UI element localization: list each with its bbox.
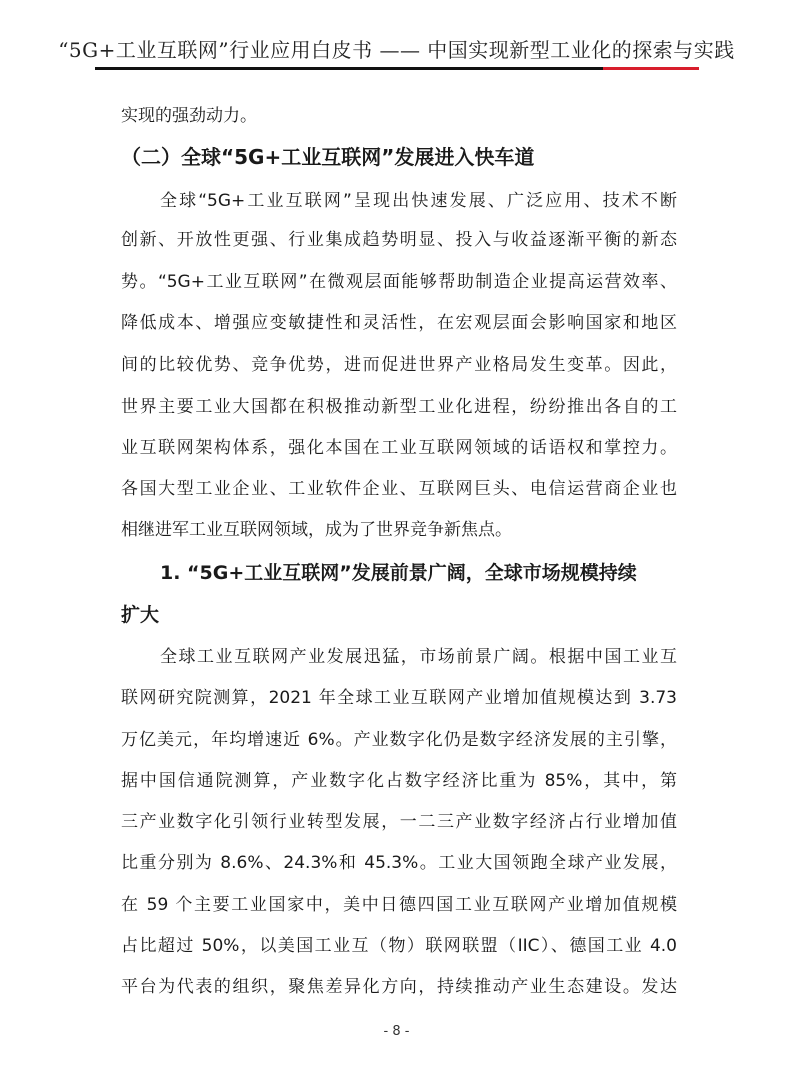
- paragraph-line: 联网研究院测算，2021 年全球工业互联网产业增加值规模达到 3.73: [121, 688, 677, 708]
- paragraph-line: 降低成本、增强应变敏捷性和灵活性，在宏观层面会影响国家和地区: [121, 313, 677, 333]
- subheading-line: 1. “5G+工业互联网”发展前景广阔，全球市场规模持续: [160, 562, 637, 584]
- page-number: - 8 -: [383, 1024, 410, 1039]
- paragraph-line: 各国大型工业企业、工业软件企业、互联网巨头、电信运营商企业也: [121, 479, 677, 499]
- header-rule-black: [95, 67, 603, 70]
- paragraph-line: 世界主要工业大国都在积极推动新型工业化进程，纷纷推出各自的工: [121, 397, 677, 417]
- paragraph-line: 三产业数字化引领行业转型发展，一二三产业数字经济占行业增加值: [121, 812, 677, 832]
- header-title: “5G+工业互联网”行业应用白皮书 —— 中国实现新型工业化的探索与实践: [58, 38, 735, 62]
- paragraph-line: 据中国信通院测算，产业数字化占数字经济比重为 85%，其中，第: [121, 771, 677, 791]
- paragraph-line: 业互联网架构体系，强化本国在工业互联网领域的话语权和掌控力。: [121, 438, 677, 458]
- paragraph-line: 创新、开放性更强、行业集成趋势明显、投入与收益逐渐平衡的新态: [121, 230, 677, 250]
- paragraph-line: 势。“5G+工业互联网”在微观层面能够帮助制造企业提高运营效率、: [121, 272, 677, 292]
- paragraph-line: 平台为代表的组织，聚焦差异化方向，持续推动产业生态建设。发达: [121, 977, 677, 997]
- paragraph-line: 相继进军工业互联网领域，成为了世界竞争新焦点。: [121, 520, 512, 540]
- header-rule-red: [603, 67, 699, 70]
- subheading-line: 扩大: [121, 604, 160, 626]
- paragraph-line: 比重分别为 8.6%、24.3%和 45.3%。工业大国领跑全球产业发展，: [121, 853, 677, 873]
- paragraph-line: 全球“5G+工业互联网”呈现出快速发展、广泛应用、技术不断: [160, 191, 677, 211]
- intro-line: 实现的强劲动力。: [121, 106, 257, 126]
- paragraph-line: 占比超过 50%，以美国工业互（物）联网联盟（IIC）、德国工业 4.0: [121, 936, 677, 956]
- section-heading: （二）全球“5G+工业互联网”发展进入快车道: [121, 145, 535, 169]
- paragraph-line: 万亿美元，年均增速近 6%。产业数字化仍是数字经济发展的主引擎，: [121, 730, 677, 750]
- paragraph-line: 间的比较优势、竞争优势，进而促进世界产业格局发生变革。因此，: [121, 355, 677, 375]
- paragraph-line: 在 59 个主要工业国家中，美中日德四国工业互联网产业增加值规模: [121, 895, 677, 915]
- paragraph-line: 全球工业互联网产业发展迅猛，市场前景广阔。根据中国工业互: [160, 647, 677, 667]
